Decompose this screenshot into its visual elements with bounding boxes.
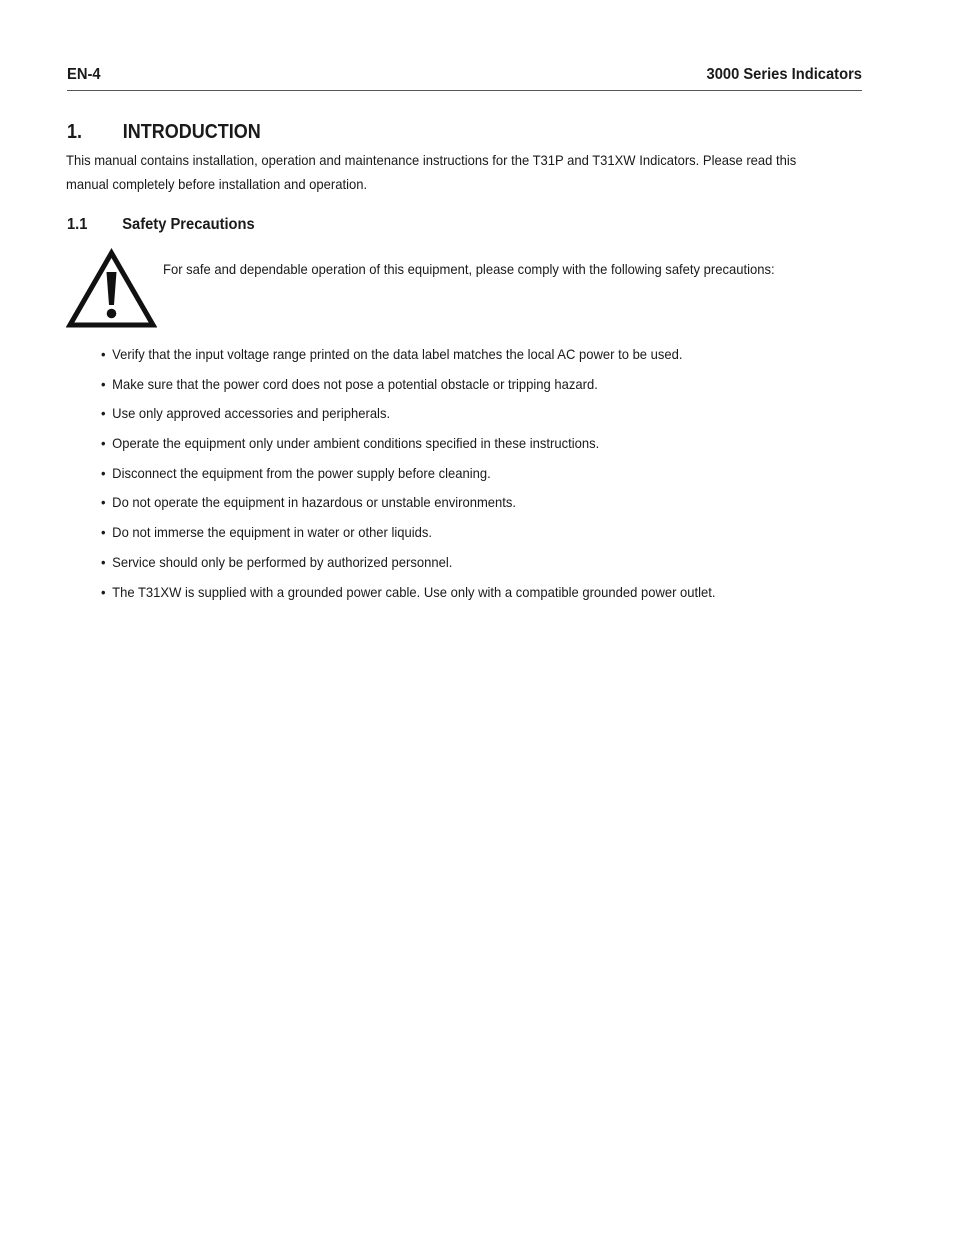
list-item: • Use only approved accessories and peripherals. <box>101 405 391 422</box>
list-item: • Make sure that the power cord does not pose a potential obstacle or tripping hazard. <box>101 375 598 392</box>
list-item: • Verify that the input voltage range printed on the data label matches the local AC power to be used. <box>101 346 683 362</box>
document-title: 3000 Series Indicators <box>706 66 862 83</box>
list-item: • The T31XW is supplied with a grounded power cable. Use only with a compatible grounded power outlet. <box>101 583 716 600</box>
warning-triangle-icon <box>66 248 157 329</box>
section-number: 1. <box>67 121 83 143</box>
intro-paragraph: This manual contains installation, operation and maintenance instructions for the T31P and T31XW Indicators. Please read this manual completely before installation and operation. <box>66 152 797 192</box>
subsection-heading <box>67 216 255 234</box>
page-number: EN-4 <box>67 66 101 83</box>
section-title: INTRODUCTION <box>122 121 261 143</box>
list-item: • Operate the equipment only under ambient conditions specified in these instructions. <box>101 435 600 452</box>
list-item: • Do not operate the equipment in hazardous or unstable environments. <box>101 494 517 511</box>
list-item: • Do not immerse the equipment in water or other liquids. <box>101 524 433 541</box>
subsection-number: 1.1 <box>67 216 88 233</box>
page-header <box>67 64 862 91</box>
section-heading <box>67 121 261 144</box>
list-item: • Service should only be performed by authorized personnel. <box>101 553 453 570</box>
subsection-title: Safety Precautions <box>122 216 255 233</box>
safety-intro-text: For safe and dependable operation of this equipment, please comply with the following safety precautions: <box>163 261 775 277</box>
list-item: • Disconnect the equipment from the power supply before cleaning. <box>101 464 491 481</box>
safety-list <box>101 343 716 610</box>
